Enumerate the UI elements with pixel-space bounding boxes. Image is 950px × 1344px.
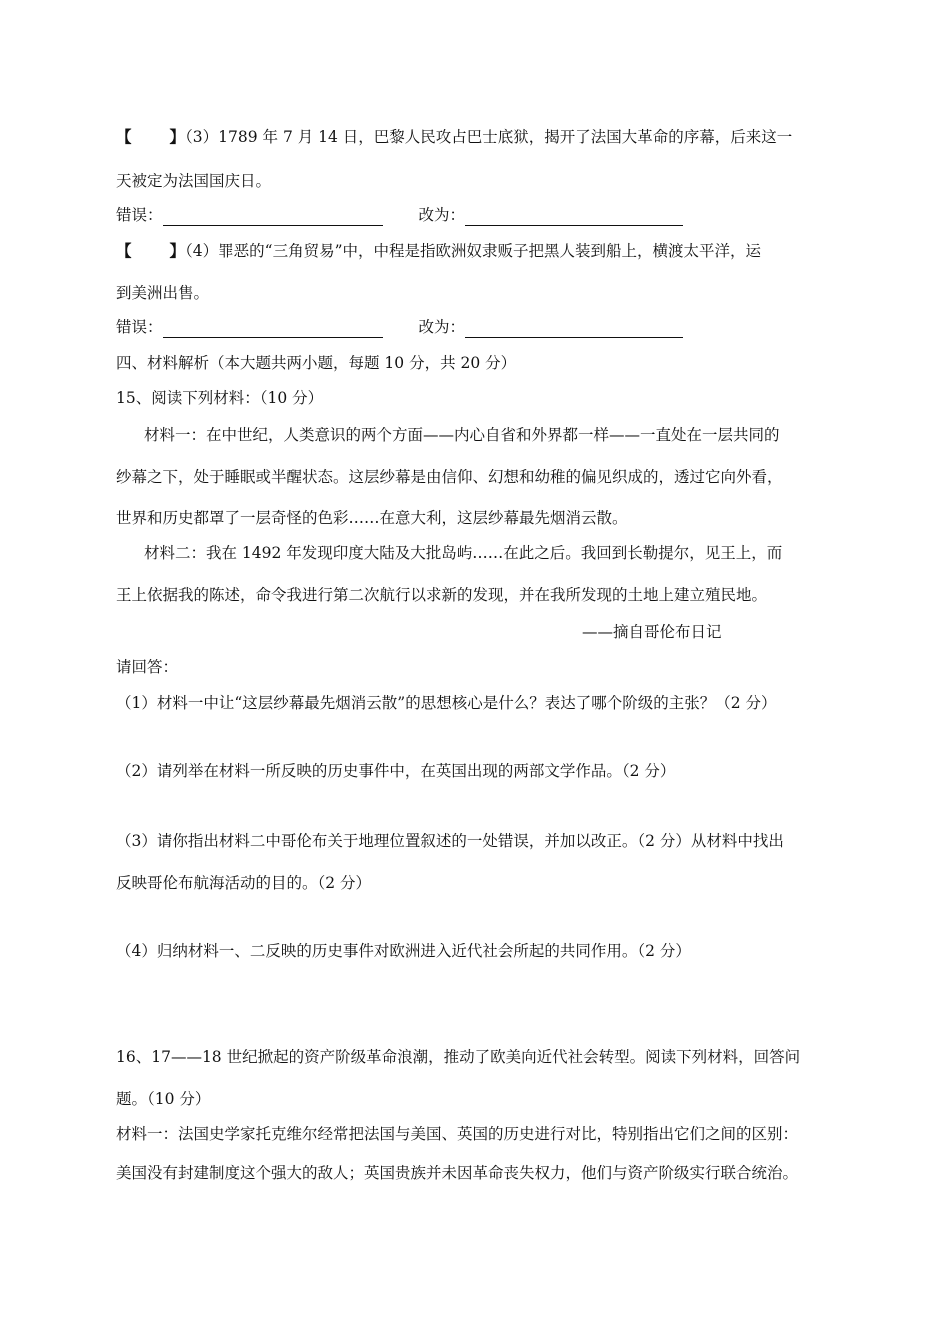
q15-subquestion-1: （1）材料一中让“这层纱幕最先烟消云散”的思想核心是什么？表达了哪个阶级的主张？（2 分） <box>116 694 777 712</box>
section-title: 四、材料解析（本大题共两小题，每题 10 分，共 20 分） <box>116 354 517 372</box>
q15-material1-line1: 材料一：在中世纪，人类意识的两个方面——内心自省和外界都一样——一直处在一层共同的 <box>144 426 780 444</box>
question-16-line1: 16、17——18 世纪掀起的资产阶级革命浪潮，推动了欧美向近代社会转型。阅读下列材料，回答问 <box>116 1048 801 1066</box>
error-answer-blank[interactable] <box>163 321 383 338</box>
q16-material1-line2: 美国没有封建制度这个强大的敌人；英国贵族并未因革命丧失权力，他们与资产阶级实行联合统治。 <box>116 1164 799 1182</box>
q15-ask: 请回答： <box>116 658 179 676</box>
item4-text: （4）罪恶的“三角贸易”中，中程是指欧洲奴隶贩子把黑人装到船上，横渡太平洋，运 <box>185 242 761 260</box>
q16-material1-line1: 材料一：法国史学家托克维尔经常把法国与美国、英国的历史进行对比，特别指出它们之间的区别： <box>116 1125 799 1143</box>
fix-label: 改为： <box>418 318 466 336</box>
fix-label: 改为： <box>418 206 466 224</box>
question-16-line2: 题。（10 分） <box>116 1090 211 1108</box>
answer-bracket-open[interactable]: 【 <box>116 127 132 146</box>
fix-answer-blank[interactable] <box>465 321 683 338</box>
error-answer-blank[interactable] <box>163 209 383 226</box>
item3-text: （3）1789 年 7 月 14 日，巴黎人民攻占巴士底狱，揭开了法国大革命的序幕，后来这一 <box>185 128 793 146</box>
q15-material2-line2: 王上依据我的陈述，命令我进行第二次航行以求新的发现，并在我所发现的土地上建立殖民地。 <box>116 586 768 604</box>
error-label: 错误： <box>116 318 163 336</box>
item3-line2: 天被定为法国国庆日。 <box>116 172 272 190</box>
answer-bracket-close: 】 <box>169 241 186 260</box>
item4-line1 <box>116 240 854 262</box>
item4-line2: 到美洲出售。 <box>116 284 210 302</box>
item3-line1 <box>116 126 854 148</box>
fix-answer-blank[interactable] <box>465 209 683 226</box>
answer-bracket-close: 】 <box>169 127 186 146</box>
q15-material1-line2: 纱幕之下，处于睡眠或半醒状态。这层纱幕是由信仰、幻想和幼稚的偏见织成的，透过它向外看， <box>116 468 783 486</box>
q15-source: ——摘自哥伦布日记 <box>582 623 722 641</box>
q15-subquestion-2: （2）请列举在材料一所反映的历史事件中，在英国出现的两部文学作品。（2 分） <box>116 762 676 780</box>
question-15-title: 15、阅读下列材料：（10 分） <box>116 389 324 407</box>
item3-answer-row <box>116 204 854 226</box>
q15-subquestion-3-line1: （3）请你指出材料二中哥伦布关于地理位置叙述的一处错误，并加以改正。（2 分）从材料中找出 <box>116 832 784 850</box>
item4-answer-row <box>116 316 854 338</box>
q15-subquestion-3-line2: 反映哥伦布航海活动的目的。（2 分） <box>116 874 372 892</box>
q15-subquestion-4: （4）归纳材料一、二反映的历史事件对欧洲进入近代社会所起的共同作用。（2 分） <box>116 942 691 960</box>
q15-material2-line1: 材料二：我在 1492 年发现印度大陆及大批岛屿……在此之后。我回到长勒提尔，见王上，而 <box>144 544 783 562</box>
error-label: 错误： <box>116 206 163 224</box>
answer-bracket-open[interactable]: 【 <box>116 241 132 260</box>
q15-material1-line3: 世界和历史都罩了一层奇怪的色彩……在意大利，这层纱幕最先烟消云散。 <box>116 509 628 527</box>
